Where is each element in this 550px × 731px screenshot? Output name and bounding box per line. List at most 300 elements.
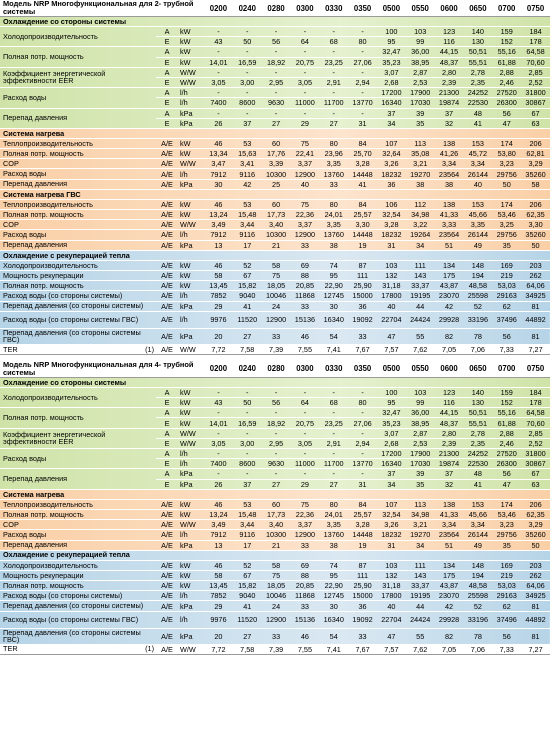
row-label: Перепад давления xyxy=(0,179,156,189)
cell-value: 2,52 xyxy=(521,438,550,448)
cell-value: 13,24 xyxy=(204,210,233,220)
table-row xyxy=(0,581,550,591)
row-unit: l/h xyxy=(178,459,204,469)
cell-value: 11700 xyxy=(319,459,348,469)
cell-value: 38 xyxy=(319,240,348,250)
cell-value: 53 xyxy=(233,499,262,509)
table-row xyxy=(0,210,550,220)
cell-value: 20,75 xyxy=(291,57,320,67)
table-row xyxy=(0,270,550,280)
cell-value: 35 xyxy=(406,479,435,489)
row-mode: A/E xyxy=(156,281,178,291)
cell-value: 58 xyxy=(204,570,233,580)
cell-value: - xyxy=(204,27,233,37)
row-mode: A/E xyxy=(156,260,178,270)
cell-value: 68 xyxy=(319,37,348,47)
row-unit: kPa xyxy=(178,328,204,344)
cell-value: 3,34 xyxy=(435,520,464,530)
row-label: Полная потр. мощность xyxy=(0,408,156,428)
cell-value: 11700 xyxy=(319,98,348,108)
table-row xyxy=(0,591,550,601)
cell-value: 52 xyxy=(463,301,492,311)
cell-value: - xyxy=(348,408,377,418)
row-mode: A/E xyxy=(156,509,178,519)
column-header: 0350 xyxy=(348,0,377,17)
cell-value: 46 xyxy=(204,499,233,509)
cell-value: 40 xyxy=(377,601,406,611)
cell-value: - xyxy=(348,449,377,459)
cell-value: - xyxy=(204,449,233,459)
row-unit: W/W xyxy=(178,644,204,654)
cell-value: 53 xyxy=(233,199,262,209)
cell-value: 2,94 xyxy=(348,77,377,87)
cell-value: 33 xyxy=(348,328,377,344)
cell-value: 16340 xyxy=(319,611,348,628)
cell-value: 15,63 xyxy=(233,149,262,159)
cell-value: 3,25 xyxy=(492,220,521,230)
cell-value: 62 xyxy=(492,601,521,611)
cell-value: 22530 xyxy=(463,98,492,108)
cell-value: 20,75 xyxy=(291,418,320,428)
cell-value: 10300 xyxy=(262,230,291,240)
cell-value: 17900 xyxy=(406,88,435,98)
column-header: 0200 xyxy=(204,0,233,17)
row-unit: kW xyxy=(178,260,204,270)
row-label: Расход воды (со стороны системы) xyxy=(0,291,156,301)
cell-value: 3,07 xyxy=(377,428,406,438)
cell-value: 27 xyxy=(262,479,291,489)
column-header: 0700 xyxy=(492,0,521,17)
cell-value: 169 xyxy=(492,560,521,570)
cell-value: 3,00 xyxy=(233,438,262,448)
row-unit: kPa xyxy=(178,469,204,479)
cell-value: 15,82 xyxy=(233,581,262,591)
cell-value: 3,23 xyxy=(492,159,521,169)
cell-value: 80 xyxy=(319,138,348,148)
cell-value: 2,78 xyxy=(463,67,492,77)
row-unit: l/h xyxy=(178,88,204,98)
cell-value: 3,30 xyxy=(348,220,377,230)
cell-value: 63 xyxy=(521,479,550,489)
cell-value: 41 xyxy=(463,118,492,128)
row-unit: kW xyxy=(178,27,204,37)
cell-value: 53,80 xyxy=(492,149,521,159)
table-row xyxy=(0,220,550,230)
section-title: Охлаждение со стороны системы xyxy=(0,377,550,387)
row-mode: A/E xyxy=(156,601,178,611)
cell-value: 13760 xyxy=(319,230,348,240)
cell-value: 148 xyxy=(463,560,492,570)
cell-value: - xyxy=(348,387,377,397)
cell-value: 134 xyxy=(435,260,464,270)
row-mode: A/E xyxy=(156,210,178,220)
cell-value: 62,35 xyxy=(521,210,550,220)
cell-value: 26300 xyxy=(492,98,521,108)
row-mode: E xyxy=(156,118,178,128)
cell-value: 20,85 xyxy=(291,581,320,591)
row-label: Расход воды (со стороны системы ГВС) xyxy=(0,311,156,328)
cell-value: 194 xyxy=(463,570,492,580)
cell-value: 17 xyxy=(233,240,262,250)
cell-value: 3,21 xyxy=(406,159,435,169)
cell-value: 153 xyxy=(463,499,492,509)
cell-value: 95 xyxy=(319,270,348,280)
cell-value: 123 xyxy=(435,27,464,37)
cell-value: 7,55 xyxy=(291,344,320,354)
cell-value: 24252 xyxy=(463,88,492,98)
cell-value: 107 xyxy=(377,138,406,148)
row-label: Перепад давления xyxy=(0,108,156,128)
row-mode: A/E xyxy=(156,138,178,148)
cell-value: 67 xyxy=(521,108,550,118)
cell-value: 78 xyxy=(463,328,492,344)
cell-value: 46 xyxy=(291,628,320,644)
cell-value: 55,51 xyxy=(463,57,492,67)
table-row xyxy=(0,540,550,550)
row-mode: A xyxy=(156,387,178,397)
cell-value: - xyxy=(291,408,320,418)
cell-value: 12900 xyxy=(262,311,291,328)
cell-value: 3,26 xyxy=(377,520,406,530)
cell-value: 44892 xyxy=(521,311,550,328)
cell-value: - xyxy=(204,108,233,118)
cell-value: 48,58 xyxy=(463,281,492,291)
cell-value: 113 xyxy=(406,138,435,148)
cell-value: 22704 xyxy=(377,311,406,328)
row-unit: kW xyxy=(178,581,204,591)
cell-value: 29 xyxy=(204,601,233,611)
cell-value: 138 xyxy=(435,138,464,148)
cell-value: 84 xyxy=(348,138,377,148)
column-header: 0500 xyxy=(377,361,406,378)
cell-value: 23564 xyxy=(435,230,464,240)
row-unit: kW xyxy=(178,149,204,159)
row-mode: E xyxy=(156,418,178,428)
cell-value: - xyxy=(291,387,320,397)
table-row xyxy=(0,88,550,98)
cell-value: 17030 xyxy=(406,98,435,108)
row-unit: kW xyxy=(178,281,204,291)
row-mode: A/E xyxy=(156,291,178,301)
cell-value: 18232 xyxy=(377,169,406,179)
cell-value: 2,80 xyxy=(435,67,464,77)
row-label: Полная потр. мощность xyxy=(0,581,156,591)
cell-value: 3,34 xyxy=(463,159,492,169)
table-row xyxy=(0,611,550,628)
cell-value: 42 xyxy=(233,179,262,189)
cell-value: 7,41 xyxy=(319,344,348,354)
cell-value: 2,87 xyxy=(406,428,435,438)
cell-value: 2,68 xyxy=(377,438,406,448)
cell-value: 2,80 xyxy=(435,428,464,438)
cell-value: 19092 xyxy=(348,611,377,628)
cell-value: 64,58 xyxy=(521,47,550,57)
row-mode: A/E xyxy=(156,149,178,159)
row-unit: kPa xyxy=(178,108,204,118)
cell-value: 99 xyxy=(406,37,435,47)
cell-value: - xyxy=(204,387,233,397)
cell-value: 27 xyxy=(319,479,348,489)
cell-value: 30 xyxy=(319,601,348,611)
cell-value: 29 xyxy=(291,118,320,128)
cell-value: 30 xyxy=(204,179,233,189)
cell-value: 3,40 xyxy=(262,220,291,230)
table-row xyxy=(0,601,550,611)
cell-value: 178 xyxy=(521,398,550,408)
column-header: 0600 xyxy=(435,361,464,378)
cell-value: 26 xyxy=(204,118,233,128)
row-unit: l/h xyxy=(178,169,204,179)
cell-value: 31800 xyxy=(521,449,550,459)
cell-value: 26144 xyxy=(463,530,492,540)
cell-value: 38,95 xyxy=(406,418,435,428)
column-header: 0300 xyxy=(291,361,320,378)
cell-value: 42 xyxy=(435,601,464,611)
cell-value: 95 xyxy=(377,37,406,47)
cell-value: 103 xyxy=(406,387,435,397)
cell-value: 64,58 xyxy=(521,408,550,418)
row-unit: W/W xyxy=(178,438,204,448)
cell-value: 29756 xyxy=(492,530,521,540)
ter-label: TER xyxy=(3,344,18,354)
row-mode: A xyxy=(156,88,178,98)
cell-value: 19264 xyxy=(406,230,435,240)
row-label: Коэффициент энергетической эффективности EER xyxy=(0,67,156,87)
row-label: Коэффициент энергетической эффективности EER xyxy=(0,428,156,448)
cell-value: - xyxy=(348,88,377,98)
table-title: Модель NRP Многофункциональная для 4- трубной системы xyxy=(0,361,204,378)
cell-value: 16,59 xyxy=(233,57,262,67)
cell-value: 51 xyxy=(435,540,464,550)
cell-value: 13,45 xyxy=(204,581,233,591)
cell-value: - xyxy=(262,408,291,418)
cell-value: 50,51 xyxy=(463,408,492,418)
cell-value: 15,48 xyxy=(233,210,262,220)
cell-value: 13770 xyxy=(348,459,377,469)
cell-value: 113 xyxy=(406,499,435,509)
table-row xyxy=(0,560,550,570)
cell-value: 7912 xyxy=(204,530,233,540)
cell-value: 49 xyxy=(463,540,492,550)
cell-value: 29163 xyxy=(492,291,521,301)
cell-value: 159 xyxy=(492,387,521,397)
cell-value: 36,00 xyxy=(406,408,435,418)
cell-value: 27,06 xyxy=(348,57,377,67)
cell-value: 19092 xyxy=(348,311,377,328)
cell-value: 31 xyxy=(377,240,406,250)
cell-value: 58 xyxy=(262,560,291,570)
cell-value: 46 xyxy=(204,199,233,209)
ter-row xyxy=(0,344,550,354)
cell-value: - xyxy=(204,67,233,77)
cell-value: 55 xyxy=(406,328,435,344)
cell-value: - xyxy=(291,27,320,37)
cell-value: 22,36 xyxy=(291,210,320,220)
table-row xyxy=(0,570,550,580)
cell-value: 58 xyxy=(521,179,550,189)
cell-value: - xyxy=(233,449,262,459)
cell-value: 44,15 xyxy=(435,47,464,57)
cell-value: 17,76 xyxy=(262,149,291,159)
row-label: Расход воды xyxy=(0,230,156,240)
cell-value: - xyxy=(291,428,320,438)
cell-value: 3,29 xyxy=(521,159,550,169)
cell-value: 36 xyxy=(348,601,377,611)
cell-value: 3,00 xyxy=(233,77,262,87)
cell-value: 37 xyxy=(435,108,464,118)
table-row xyxy=(0,240,550,250)
cell-value: - xyxy=(291,88,320,98)
cell-value: 174 xyxy=(492,138,521,148)
cell-value: 26 xyxy=(204,479,233,489)
cell-value: - xyxy=(319,47,348,57)
row-mode: E xyxy=(156,398,178,408)
cell-value: - xyxy=(233,469,262,479)
table-row xyxy=(0,230,550,240)
cell-value: - xyxy=(262,88,291,98)
cell-value: 32,64 xyxy=(377,149,406,159)
cell-value: 30 xyxy=(319,301,348,311)
row-label: Расход воды (со стороны системы) xyxy=(0,591,156,601)
cell-value: 44,15 xyxy=(435,408,464,418)
cell-value: 25,57 xyxy=(348,509,377,519)
cell-value: 53,03 xyxy=(492,281,521,291)
row-label: Расход воды xyxy=(0,530,156,540)
row-unit: kW xyxy=(178,270,204,280)
cell-value: 25,57 xyxy=(348,210,377,220)
row-unit: kPa xyxy=(178,540,204,550)
cell-value: 64 xyxy=(291,37,320,47)
row-label: Полная потр. мощность xyxy=(0,281,156,291)
row-unit: W/W xyxy=(178,77,204,87)
cell-value: 7,58 xyxy=(233,344,262,354)
cell-value: - xyxy=(348,108,377,118)
row-mode: A/E xyxy=(156,199,178,209)
cell-value: 41,33 xyxy=(435,509,464,519)
cell-value: 17800 xyxy=(377,291,406,301)
cell-value: 34,98 xyxy=(406,509,435,519)
cell-value: 80 xyxy=(319,199,348,209)
cell-value: 8600 xyxy=(233,98,262,108)
cell-value: 31800 xyxy=(521,88,550,98)
cell-value: 47 xyxy=(492,479,521,489)
row-label: Холодопроизводительность xyxy=(0,27,156,47)
cell-value: 36 xyxy=(348,301,377,311)
cell-value: 33 xyxy=(262,328,291,344)
table-row xyxy=(0,291,550,301)
table-row xyxy=(0,387,550,397)
cell-value: 174 xyxy=(492,499,521,509)
row-label: Перепад давления xyxy=(0,240,156,250)
cell-value: 3,30 xyxy=(521,220,550,230)
cell-value: 22,90 xyxy=(319,581,348,591)
cell-value: 12900 xyxy=(291,230,320,240)
cell-value: 7,57 xyxy=(377,644,406,654)
cell-value: 7400 xyxy=(204,459,233,469)
cell-value: 27520 xyxy=(492,449,521,459)
cell-value: 43 xyxy=(204,37,233,47)
cell-value: - xyxy=(233,47,262,57)
cell-value: 68 xyxy=(319,398,348,408)
cell-value: 13770 xyxy=(348,98,377,108)
cell-value: 10046 xyxy=(262,591,291,601)
cell-value: 3,05 xyxy=(204,438,233,448)
cell-value: 206 xyxy=(521,138,550,148)
row-unit: l/h xyxy=(178,449,204,459)
cell-value: 143 xyxy=(406,270,435,280)
cell-value: 48 xyxy=(463,108,492,118)
cell-value: 24424 xyxy=(406,311,435,328)
cell-value: 64 xyxy=(291,398,320,408)
row-label: Полная потр. мощность xyxy=(0,47,156,67)
ter-label-cell xyxy=(0,644,156,654)
cell-value: 9116 xyxy=(233,169,262,179)
cell-value: 31 xyxy=(348,118,377,128)
cell-value: 262 xyxy=(521,270,550,280)
column-header: 0200 xyxy=(204,361,233,378)
cell-value: 22,41 xyxy=(291,149,320,159)
cell-value: 29756 xyxy=(492,230,521,240)
cell-value: 111 xyxy=(406,560,435,570)
cell-value: 15000 xyxy=(348,291,377,301)
cell-value: 7,05 xyxy=(435,644,464,654)
cell-value: 3,23 xyxy=(492,520,521,530)
row-label: Теплопроизводительность xyxy=(0,138,156,148)
cell-value: 82 xyxy=(435,328,464,344)
cell-value: 10046 xyxy=(262,291,291,301)
cell-value: 99 xyxy=(406,398,435,408)
cell-value: 184 xyxy=(521,27,550,37)
row-mode: A/E xyxy=(156,301,178,311)
cell-value: - xyxy=(348,428,377,438)
table-row xyxy=(0,260,550,270)
cell-value: 13760 xyxy=(319,530,348,540)
cell-value: 132 xyxy=(377,570,406,580)
cell-value: 7,62 xyxy=(406,344,435,354)
cell-value: 3,44 xyxy=(233,220,262,230)
cell-value: 60 xyxy=(262,138,291,148)
row-mode: A/E xyxy=(156,591,178,601)
cell-value: 15136 xyxy=(291,611,320,628)
ter-note: (1) xyxy=(145,344,155,354)
cell-value: 100 xyxy=(377,27,406,37)
cell-value: 203 xyxy=(521,560,550,570)
row-mode: A xyxy=(156,108,178,118)
cell-value: 50 xyxy=(233,398,262,408)
cell-value: 12900 xyxy=(291,169,320,179)
cell-value: 29 xyxy=(291,479,320,489)
row-mode: A xyxy=(156,428,178,438)
cell-value: 3,35 xyxy=(319,520,348,530)
cell-value: 2,35 xyxy=(463,77,492,87)
cell-value: 34 xyxy=(377,479,406,489)
cell-value: 61,88 xyxy=(492,418,521,428)
cell-value: 42 xyxy=(435,301,464,311)
table-row xyxy=(0,628,550,644)
cell-value: 74 xyxy=(319,560,348,570)
cell-value: 61,88 xyxy=(492,57,521,67)
row-unit: kW xyxy=(178,138,204,148)
row-label: Холодопроизводительность xyxy=(0,560,156,570)
cell-value: 75 xyxy=(291,499,320,509)
cell-value: 29163 xyxy=(492,591,521,601)
cell-value: 13,34 xyxy=(204,149,233,159)
row-unit: kW xyxy=(178,57,204,67)
cell-value: 21300 xyxy=(435,88,464,98)
cell-value: 70,60 xyxy=(521,57,550,67)
cell-value: 19270 xyxy=(406,169,435,179)
row-unit: kW xyxy=(178,418,204,428)
